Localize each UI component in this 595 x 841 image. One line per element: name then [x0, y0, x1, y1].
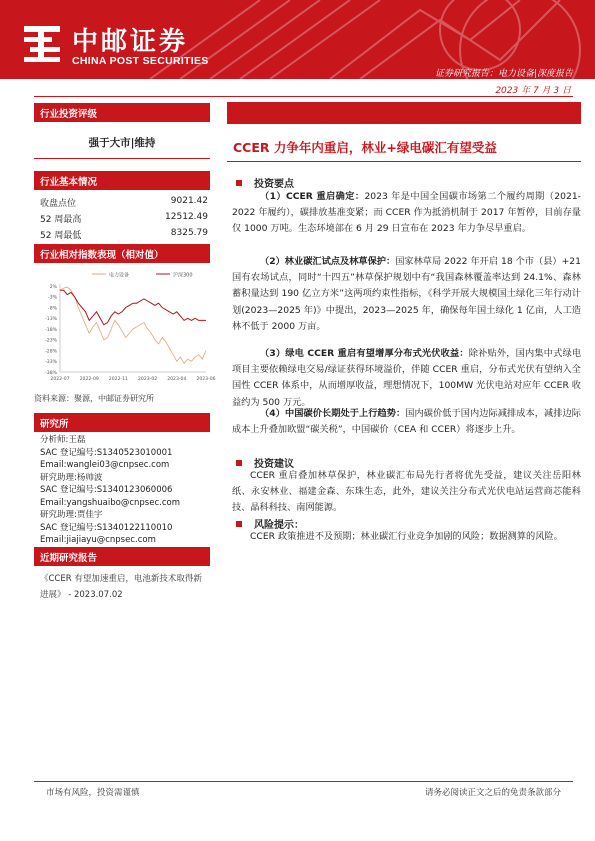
divider [34, 158, 210, 159]
section-heading: 投资建议 [254, 459, 294, 470]
x-tick-label: 2023-04 [167, 377, 187, 382]
analyst-email[interactable]: Email:wanglei03@cnpsec.com [40, 460, 170, 470]
brand-name-en: CHINA POST SECURITIES [72, 55, 209, 67]
analyst-email[interactable]: Email:yangshuaibo@cnpsec.com [40, 497, 180, 508]
report-type: 证券研究报告：电力设备|深度报告 [434, 69, 573, 79]
footer-disclaimer: 请务必阅读正文之后的免责条款部分 [424, 788, 561, 798]
paragraph-distributed-pv [232, 346, 581, 411]
legend-label: 沪深300 [173, 272, 193, 279]
para-lead: （1）CCER 重启确定： [260, 191, 365, 202]
research-heading: 研究所 [34, 413, 210, 432]
x-tick-label: 2022-07 [50, 377, 70, 382]
bullet-square-icon [236, 521, 242, 527]
stat-close [40, 196, 208, 209]
legend-label: 电力设备 [109, 272, 130, 279]
analyst-line: 研究助理:杨帅波 [40, 472, 103, 483]
basics-heading: 行业基本情况 [34, 171, 210, 190]
y-tick-label: -13% [45, 317, 57, 323]
y-tick-label: -28% [45, 349, 57, 355]
footer-divider [34, 781, 573, 782]
paragraph-risk [232, 529, 581, 545]
rating-heading: 行业投资评级 [34, 103, 210, 122]
stat-label: 52 周最低 [40, 231, 82, 241]
y-tick-label: -23% [45, 338, 57, 344]
series-line [60, 287, 206, 363]
para-text: 国内碳价低于国内边际减排成本，减排边际成本上升叠加欧盟“碳关税”，中国碳价（CEA 和 CCER）将逐步上升。 [232, 408, 581, 436]
analyst-line: SAC 登记编号:S1340523010001 [40, 447, 173, 458]
x-tick-label: 2023-02 [137, 377, 158, 382]
recent-reports-heading: 近期研究报告 [34, 547, 210, 566]
y-tick-label: -33% [45, 360, 57, 366]
paragraph-forestry-carbon [232, 254, 581, 335]
industry-rating: 强于大市|维持 [88, 137, 156, 149]
para-text: 除补贴外，国内集中式绿电项目主要依赖绿电交易/绿证获得环境溢价，伴随 CCER 重启，分布式光伏有望纳入全国性 CCER 体系中，从而增厚收益，理想情况下，100MW 光伏电站对应年 CCER 收益约为 500 万元。 [232, 348, 582, 408]
chart-svg [36, 268, 216, 386]
analyst-list [40, 434, 210, 547]
china-post-logo [20, 20, 64, 64]
analyst-email[interactable]: Email:jiajiayu@cnpsec.com [40, 535, 156, 545]
para-text: CCER 重启叠加林草保护，林业碳汇布局先行者将优先受益，建议关注岳阳林纸、永安林业、福建金森、东珠生态，此外，建议关注分布式光伏电站运营商芯能科技、晶科科技、南网能源。 [232, 470, 581, 514]
stat-value: 8325.79 [170, 228, 208, 238]
y-tick-label: -8% [48, 306, 57, 312]
stat-52w-low [40, 228, 208, 241]
y-tick-label: 2% [49, 284, 57, 290]
section-key-points [236, 175, 294, 190]
stat-label: 收盘点位 [40, 199, 77, 209]
analyst-line: SAC 登记编号:S1340122110010 [40, 522, 173, 533]
footer-risk-note: 市场有风险，投资需谨慎 [46, 788, 140, 798]
performance-heading: 行业相对指数表现（相对值） [34, 244, 210, 263]
y-tick-label: -38% [45, 370, 57, 376]
bullet-square-icon [236, 180, 242, 186]
x-tick-label: 2022-11 [108, 377, 129, 382]
title-divider [227, 161, 581, 162]
paragraph-carbon-price [232, 406, 581, 438]
title-banner [227, 102, 581, 124]
chart-source: 资料来源：聚源，中邮证券研究所 [34, 394, 154, 403]
series-line [60, 290, 206, 324]
para-lead: （2）林业碳汇试点及林草保护： [260, 256, 396, 267]
recent-report-link[interactable]: 《CCER 有望加速重启，电池新技术取得新进展》 - 2023.07.02 [40, 574, 202, 600]
y-tick-label: -3% [48, 295, 57, 301]
x-tick-label: 2023-06 [196, 377, 216, 382]
analyst-line: SAC 登记编号:S1340123060006 [40, 485, 173, 495]
report-title: CCER 力争年内重启，林业+绿电碳汇有望受益 [233, 140, 497, 155]
stat-label: 52 周最高 [40, 215, 82, 225]
paragraph-ccer-restart [232, 189, 581, 238]
analyst-line: 分析师:王磊 [40, 435, 86, 445]
section-heading: 风险提示： [254, 520, 304, 531]
report-date: 2023 年 7 月 3 日 [495, 86, 571, 96]
para-text: 国家林草局 2022 年开启 18 个市（县）+21 国有农场试点，同时“十四五”林草保护规划中有“我国森林覆盖率达到 24.1%、森林蓄积量达到 190 亿立方米”这两项约束性指标，《科学开展大规模国土绿化三年行动计划(2023—2025 年)》中提出，2023—2025 年，确保每年国土绿化 1 亿亩，人工造林不低于 2000 万亩。 [232, 256, 581, 332]
stat-value: 9021.42 [170, 196, 208, 206]
stat-52w-high [40, 212, 208, 225]
para-text: 2023 年是中国全国碳市场第二个履约周期（2021-2022 年履约），碳排放基准变紧；而 CCER 作为抵消机制于 2017 年暂停，目前存量仅 1000 万吨。生态环境部在 6 月 29 日宣布在 2023 年力争尽早重启。 [232, 191, 581, 235]
analyst-line: 研究助理:贾佳宇 [40, 510, 103, 520]
header-divider [34, 96, 573, 97]
para-text: CCER 政策推进不及预期；林业碳汇行业竞争加剧的风险；数据测算的风险。 [250, 531, 563, 542]
section-heading: 投资要点 [254, 179, 294, 190]
bullet-square-icon [236, 460, 242, 466]
x-tick-label: 2022-09 [79, 377, 99, 382]
relative-index-chart [36, 268, 216, 386]
stat-value: 12512.49 [165, 212, 208, 222]
report-header [0, 0, 595, 79]
paragraph-advice [232, 468, 581, 517]
para-lead: （3）绿电 CCER 重启有望增厚分布式光伏收益： [260, 348, 469, 359]
brand-name-cn: 中邮证券 [72, 27, 189, 57]
para-lead: （4）中国碳价长期处于上行趋势： [260, 408, 406, 419]
y-tick-label: -18% [45, 327, 57, 333]
